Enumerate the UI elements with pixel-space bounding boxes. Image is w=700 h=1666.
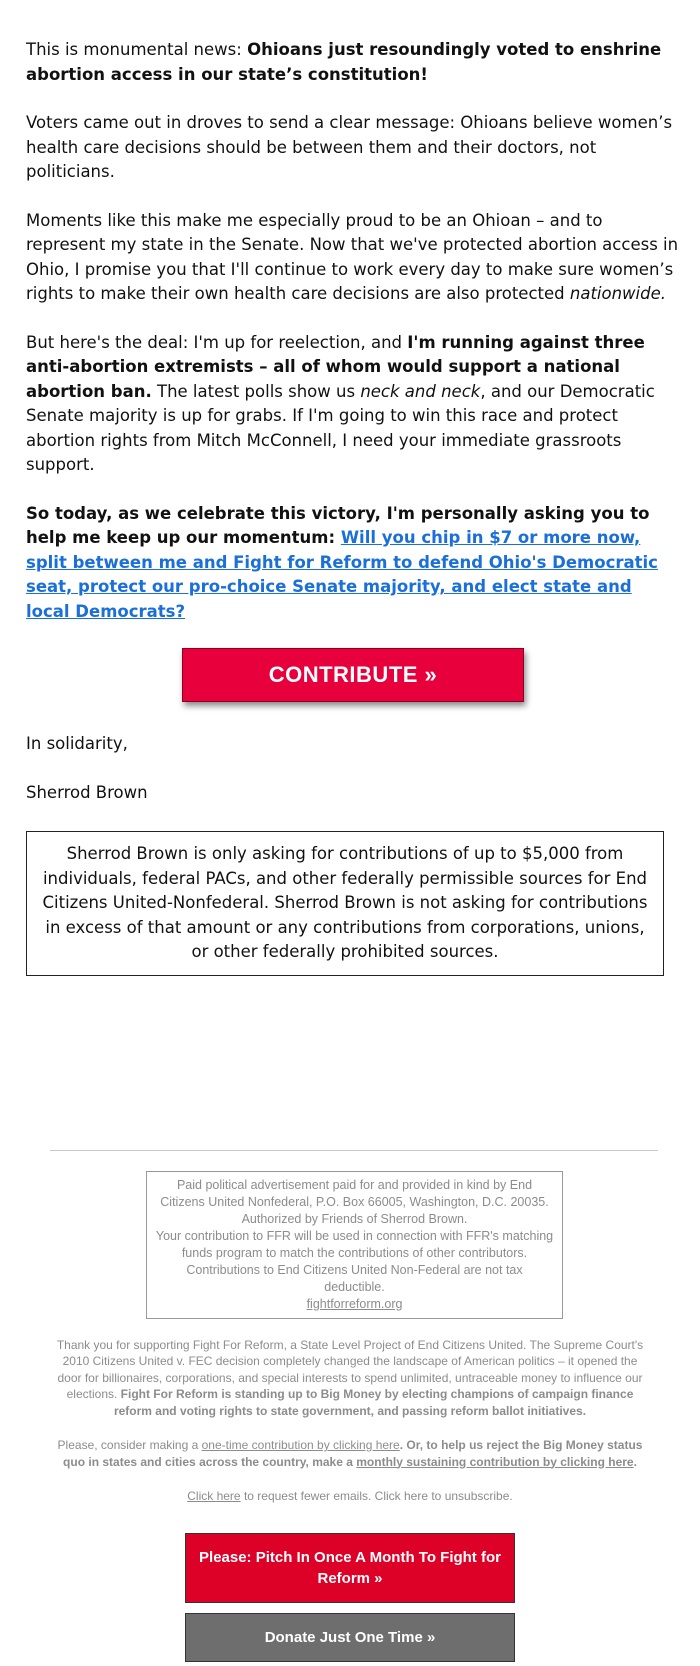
tax-text: Contributions to End Citizens United Non-Federal are not tax deductible.: [186, 1262, 523, 1294]
unsubscribe-paragraph: [56, 1488, 644, 1505]
monthly-link[interactable]: monthly sustaining contribution by clicking here: [356, 1454, 634, 1469]
bold-text: Ohioans just resoundingly voted to enshrine abortion access in our state’s constitution!: [26, 40, 662, 84]
bold-text: . Or, to help us reject the Big Money status quo in states and cities across the country, make a: [63, 1438, 643, 1469]
consider-paragraph: [56, 1437, 644, 1470]
voters-paragraph: Voters came out in droves to send a clear message: Ohioans believe women’s health care decisions should be between them and their doctors, not politicians.: [26, 113, 673, 181]
fewer-emails-link[interactable]: Click here: [187, 1489, 241, 1503]
italic-text: neck and neck: [360, 381, 481, 401]
text: Please, consider making a: [57, 1438, 202, 1452]
one-time-link[interactable]: one-time contribution by clicking here: [201, 1438, 400, 1452]
contribute-button[interactable]: CONTRIBUTE »: [182, 648, 524, 702]
text: But here's the deal: I'm up for reelection, and: [26, 332, 408, 352]
chip-in-link[interactable]: Will you chip in $7 or more now, split between me and Fight for Reform to defend Ohio's Democratic seat, protect our pro-choice Senate majority, and elect state and local Democrats?: [26, 528, 658, 621]
one-time-donate-button[interactable]: Donate Just One Time »: [185, 1613, 515, 1662]
bold-text: So today, as we celebrate this victory, I'm personally asking you to help me keep up our momentum:: [26, 503, 650, 547]
matching-text: Your contribution to FFR will be used in connection with FFR's matching funds program to match the contributions of other contributors.: [155, 1228, 554, 1260]
unsubscribe-text[interactable]: to request fewer emails. Click here to unsubscribe.: [240, 1489, 513, 1503]
deal-paragraph: [26, 331, 680, 478]
monthly-donate-button[interactable]: Please: Pitch In Once A Month To Fight for Reform »: [185, 1533, 515, 1603]
paid-for-text: Paid political advertisement paid for and provided in kind by End Citizens United Nonfederal, P.O. Box 66005, Washington, D.C. 20035. Authorized by Friends of Sherrod Brown.: [160, 1177, 549, 1226]
paid-for-box: [146, 1171, 563, 1319]
signoff: In solidarity,: [26, 734, 128, 753]
italic-text: nationwide.: [569, 284, 666, 303]
intro-paragraph: [26, 38, 680, 87]
text: Moments like this make me especially proud to be an Ohioan – and to represent my state in the Senate. Now that we've protected abortion access in Ohio, I promise you that I'll continue to work every day to make sure women’s rights to make their own health care decisions are also protected: [26, 210, 679, 303]
text: , and our Democratic Senate majority is up for grabs. If I'm going to win this race and protect abortion rights from Mitch McConnell, I need your immediate grassroots support.: [26, 381, 655, 474]
website-link[interactable]: fightforreform.org: [306, 1296, 403, 1311]
divider: [50, 1150, 658, 1151]
bold-text: Fight For Reform is standing up to Big Money by electing champions of campaign finance reform and voting rights to state government, and passing reform ballot initiatives.: [113, 1387, 634, 1418]
text: .: [633, 1454, 637, 1469]
text: This is monumental news:: [26, 40, 248, 59]
disclaimer-box: Sherrod Brown is only asking for contributions of up to $5,000 from individuals, federal PACs, and other federally permissible sources for End Citizens United-Nonfederal. Sherrod Brown is not asking for contributions in excess of that amount or any contributions from corporations, unions, or other federally prohibited sources.: [26, 831, 664, 976]
ask-paragraph: [26, 502, 680, 625]
signature: Sherrod Brown: [26, 782, 148, 802]
about-paragraph: [56, 1337, 644, 1420]
proud-paragraph: [26, 209, 680, 307]
bold-text: I'm running against three anti-abortion extremists – all of whom would support a national abortion ban.: [26, 332, 645, 401]
text: The latest polls show us: [151, 381, 361, 401]
footer: [0, 1150, 700, 1662]
text: Thank you for supporting Fight For Reform, a State Level Project of End Citizens United. The Supreme Court's 2010 Citizens United v. FEC decision completely changed the landscape of American politics – it opened the door for billionaires, corporations, and special interests to spend unlimited, untraceable money to influence our elections.: [56, 1337, 644, 1401]
